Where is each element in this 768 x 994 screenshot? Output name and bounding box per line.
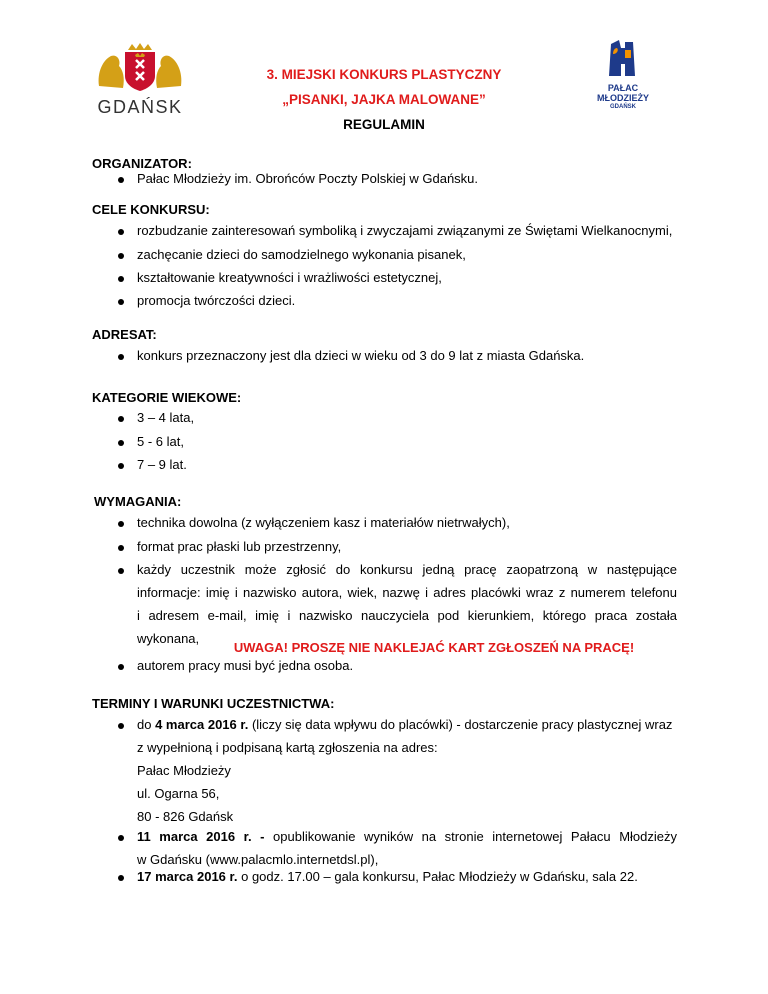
cele-item: rozbudzanie zainteresowań symboliką i zwyczajami związanymi ze Świętami Wielkanocnymi, xyxy=(137,223,673,238)
address-line: 80 - 826 Gdańsk xyxy=(137,809,234,824)
title-line-1: 3. MIEJSKI KONKURS PLASTYCZNY xyxy=(266,67,502,82)
gdansk-logo-text: GDAŃSK xyxy=(97,97,183,117)
bullet-icon xyxy=(118,664,124,670)
terminy-item-text: opublikowanie wyników na stronie internetowej Pałacu Młodzieży xyxy=(264,829,678,844)
wymagania-item-line: informacje: imię i nazwisko autora, wiek, nazwę i adres placówki wraz z numerem telefonu xyxy=(137,585,677,600)
bullet-icon xyxy=(118,177,124,183)
organizator-item: Pałac Młodzieży im. Obrońców Poczty Polskiej w Gdańsku. xyxy=(137,171,479,186)
terminy-item-line: z wypełnioną i podpisaną kartą zgłoszenia na adres: xyxy=(137,740,438,755)
bullet-icon xyxy=(118,354,124,360)
kategorie-item: 7 – 9 lat. xyxy=(137,457,187,472)
wymagania-item-line: wykonana, xyxy=(137,631,200,646)
section-heading-kategorie: KATEGORIE WIEKOWE: xyxy=(92,390,242,405)
cele-item: zachęcanie dzieci do samodzielnego wykonania pisanek, xyxy=(137,247,466,262)
bullet-icon xyxy=(118,463,124,469)
terminy-date: 4 marca 2016 r. xyxy=(155,717,249,732)
bullet-icon xyxy=(118,229,124,235)
bullet-icon xyxy=(118,835,124,841)
wymagania-item: technika dowolna (z wyłączeniem kasz i materiałów nietrwałych), xyxy=(137,515,510,530)
palac-logo-line2: MŁODZIEŻY xyxy=(597,93,649,103)
section-heading-cele: CELE KONKURSU: xyxy=(92,202,210,217)
bullet-icon xyxy=(118,545,124,551)
section-heading-wymagania: WYMAGANIA: xyxy=(94,494,182,509)
section-heading-terminy: TERMINY I WARUNKI UCZESTNICTWA: xyxy=(92,696,335,711)
wymagania-item-line: każdy uczestnik może zgłosić do konkursu jedną pracę zaopatrzoną w następujące xyxy=(137,562,677,577)
bullet-icon xyxy=(118,416,124,422)
section-heading-organizator: ORGANIZATOR: xyxy=(92,156,192,171)
address-line: ul. Ogarna 56, xyxy=(137,786,220,801)
kategorie-item: 3 – 4 lata, xyxy=(137,410,195,425)
terminy-item xyxy=(137,829,677,844)
bullet-icon xyxy=(118,875,124,881)
terminy-item xyxy=(137,869,638,884)
cele-item: promocja twórczości dzieci. xyxy=(137,293,296,308)
terminy-date: 11 marca 2016 r. - xyxy=(137,829,265,844)
section-heading-adresat: ADRESAT: xyxy=(92,327,157,342)
palac-logo-line3: GDAŃSK xyxy=(609,104,636,110)
bullet-icon xyxy=(118,299,124,305)
terminy-item-text: o godz. 17.00 – gala konkursu, Pałac Młodzieży w Gdańsku, sala 22. xyxy=(237,869,638,884)
bullet-icon xyxy=(118,276,124,282)
terminy-item-line: w Gdańsku (www.palacmlo.internetdsl.pl), xyxy=(137,852,379,867)
terminy-item xyxy=(137,717,672,732)
bullet-icon xyxy=(118,568,124,574)
wymagania-item: autorem pracy musi być jedna osoba. xyxy=(137,658,354,673)
terminy-item-text: (liczy się data wpływu do placówki) - dostarczenie pracy plastycznej wraz xyxy=(248,717,673,732)
cele-item: kształtowanie kreatywności i wrażliwości estetycznej, xyxy=(137,270,442,285)
title-regulamin: REGULAMIN xyxy=(343,117,425,132)
wymagania-item-line: i adresem e-mail, imię i nazwisko nauczyciela pod kierunkiem, którego praca została xyxy=(137,608,677,623)
adresat-item: konkurs przeznaczony jest dla dzieci w wieku od 3 do 9 lat z miasta Gdańska. xyxy=(137,348,585,363)
warning-text: UWAGA! PROSZĘ NIE NAKLEJAĆ KART ZGŁOSZEŃ NA PRACĘ! xyxy=(233,640,635,655)
title-line-2: „PISANKI, JAJKA MALOWANE” xyxy=(282,92,486,107)
bullet-icon xyxy=(118,440,124,446)
palac-logo-line1: PAŁAC xyxy=(607,83,639,93)
terminy-date: 17 marca 2016 r. xyxy=(137,869,238,884)
bullet-icon xyxy=(118,723,124,729)
kategorie-item: 5 - 6 lat, xyxy=(137,434,184,449)
wymagania-item: format prac płaski lub przestrzenny, xyxy=(137,539,342,554)
bullet-icon xyxy=(118,253,124,259)
terminy-item-prefix: do xyxy=(137,717,156,732)
bullet-icon xyxy=(118,521,124,527)
address-line: Pałac Młodzieży xyxy=(137,763,231,778)
